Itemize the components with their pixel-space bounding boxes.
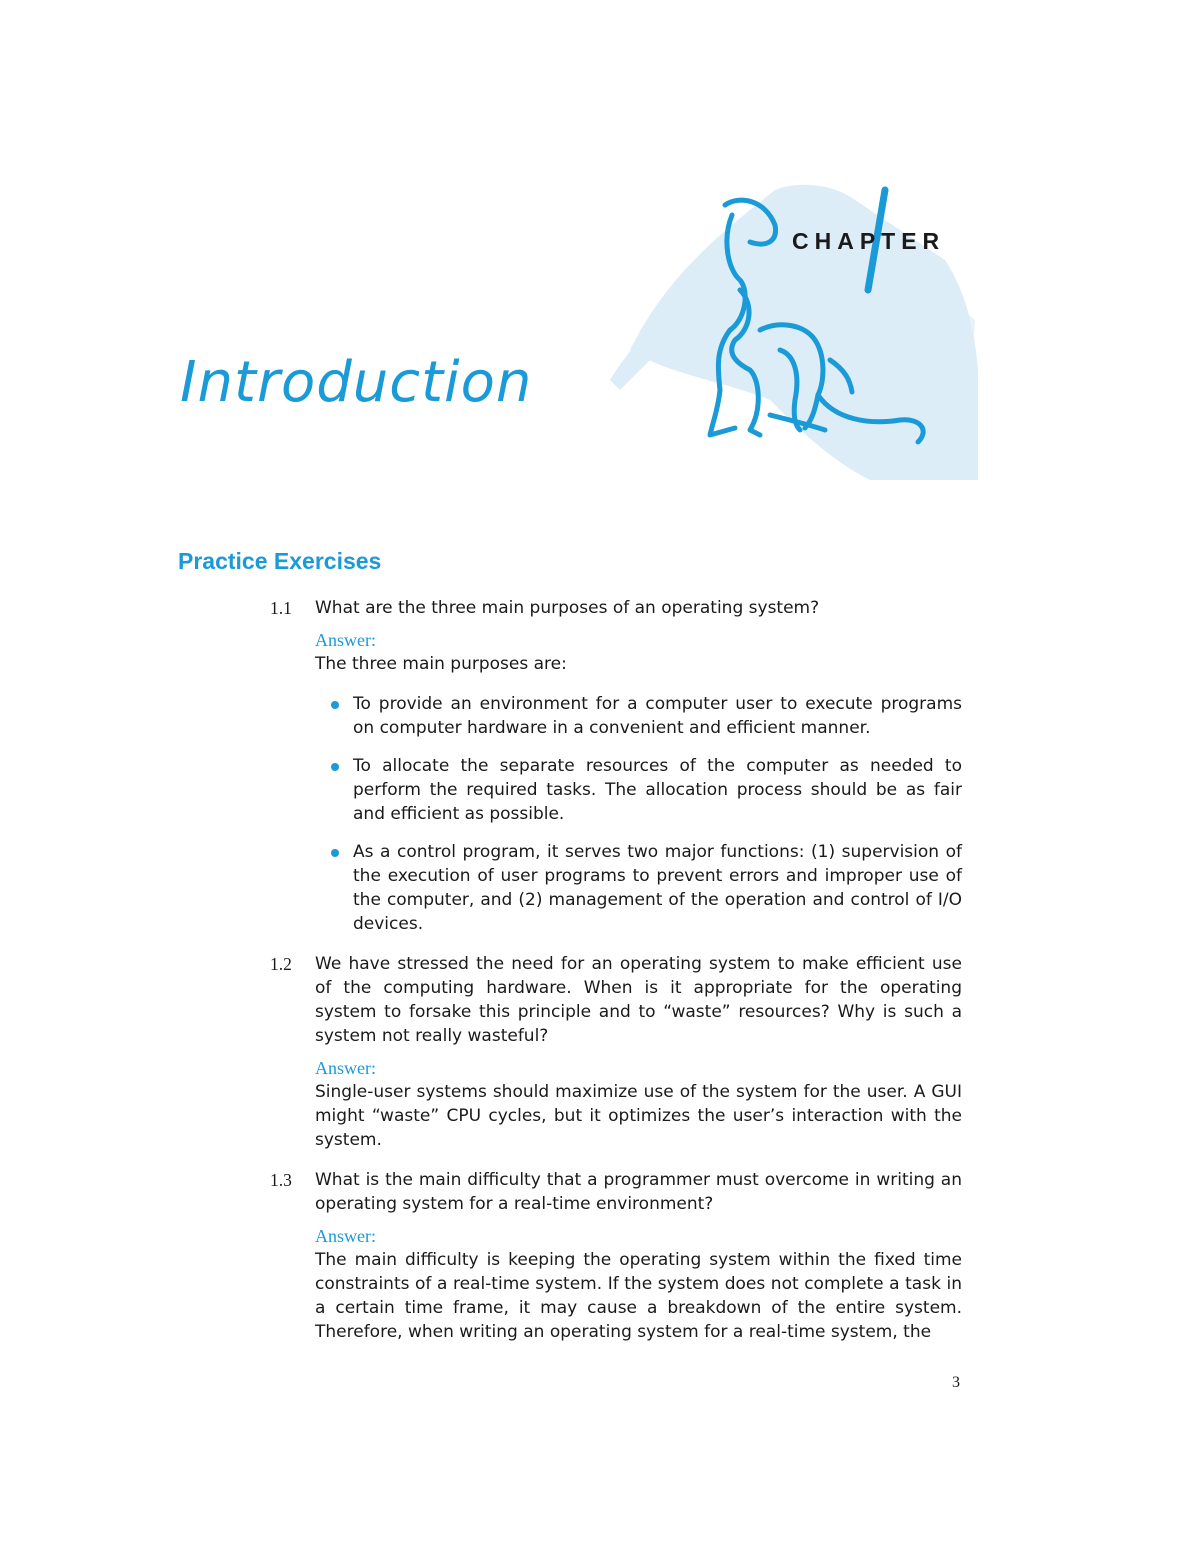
- bullet-text: To allocate the separate resources of the computer as needed to perform the required tasks. The allocation process should be as fair and efficient as possible.: [353, 756, 962, 824]
- answer-bullet: [315, 692, 962, 740]
- exercise-number: 1.3: [270, 1170, 292, 1190]
- section-heading: Practice Exercises: [178, 548, 382, 574]
- answer-text: Single-user systems should maximize use of the system for the user. A GUI might “waste” CPU cycles, but it optimizes the user’s interaction with the system.: [315, 1082, 962, 1150]
- answer-bullet-list: [315, 692, 962, 936]
- exercise-number: 1.2: [270, 954, 292, 974]
- exercise-question: What are the three main purposes of an operating system?: [315, 598, 820, 618]
- exercise-question: What is the main difficulty that a programmer must overcome in writing an operating system for a real-time environment?: [315, 1170, 962, 1214]
- exercise-question: We have stressed the need for an operating system to make efficient use of the computing hardware. When is it appropriate for the operating system to forsake this principle and to “waste” resources? Why is such a system not really wasteful?: [315, 954, 962, 1046]
- answer-bullet: [315, 754, 962, 826]
- exercise-1-2: [270, 952, 962, 1152]
- exercise-number: 1.1: [270, 598, 292, 618]
- exercise-list: [270, 596, 962, 1360]
- page-number: 3: [952, 1374, 960, 1391]
- bullet-text: To provide an environment for a computer user to execute programs on computer hardware in a convenient and efficient manner.: [353, 694, 962, 738]
- bullet-icon: [331, 701, 339, 709]
- bullet-icon: [331, 763, 339, 771]
- exercise-1-1: [270, 596, 962, 936]
- answer-bullet: [315, 840, 962, 936]
- bullet-icon: [331, 849, 339, 857]
- answer-intro: The three main purposes are:: [315, 654, 567, 674]
- answer-label: Answer:: [315, 630, 376, 650]
- answer-label: Answer:: [315, 1058, 376, 1078]
- answer-label: Answer:: [315, 1226, 376, 1246]
- chapter-label: CHAPTER: [792, 228, 946, 254]
- chapter-illustration: [600, 180, 980, 480]
- bullet-text: As a control program, it serves two major functions: (1) supervision of the execution of user programs to prevent errors and improper use of the computer, and (2) management of the operation and control of I/O devices.: [353, 842, 962, 934]
- exercise-1-3: [270, 1168, 962, 1344]
- answer-text: The main difficulty is keeping the operating system within the fixed time constraints of a real-time system. If the system does not complete a task in a certain time frame, it may cause a breakdown of the entire system. Therefore, when writing an operating system for a real-time system, the: [315, 1250, 962, 1342]
- chapter-title: Introduction: [180, 350, 533, 415]
